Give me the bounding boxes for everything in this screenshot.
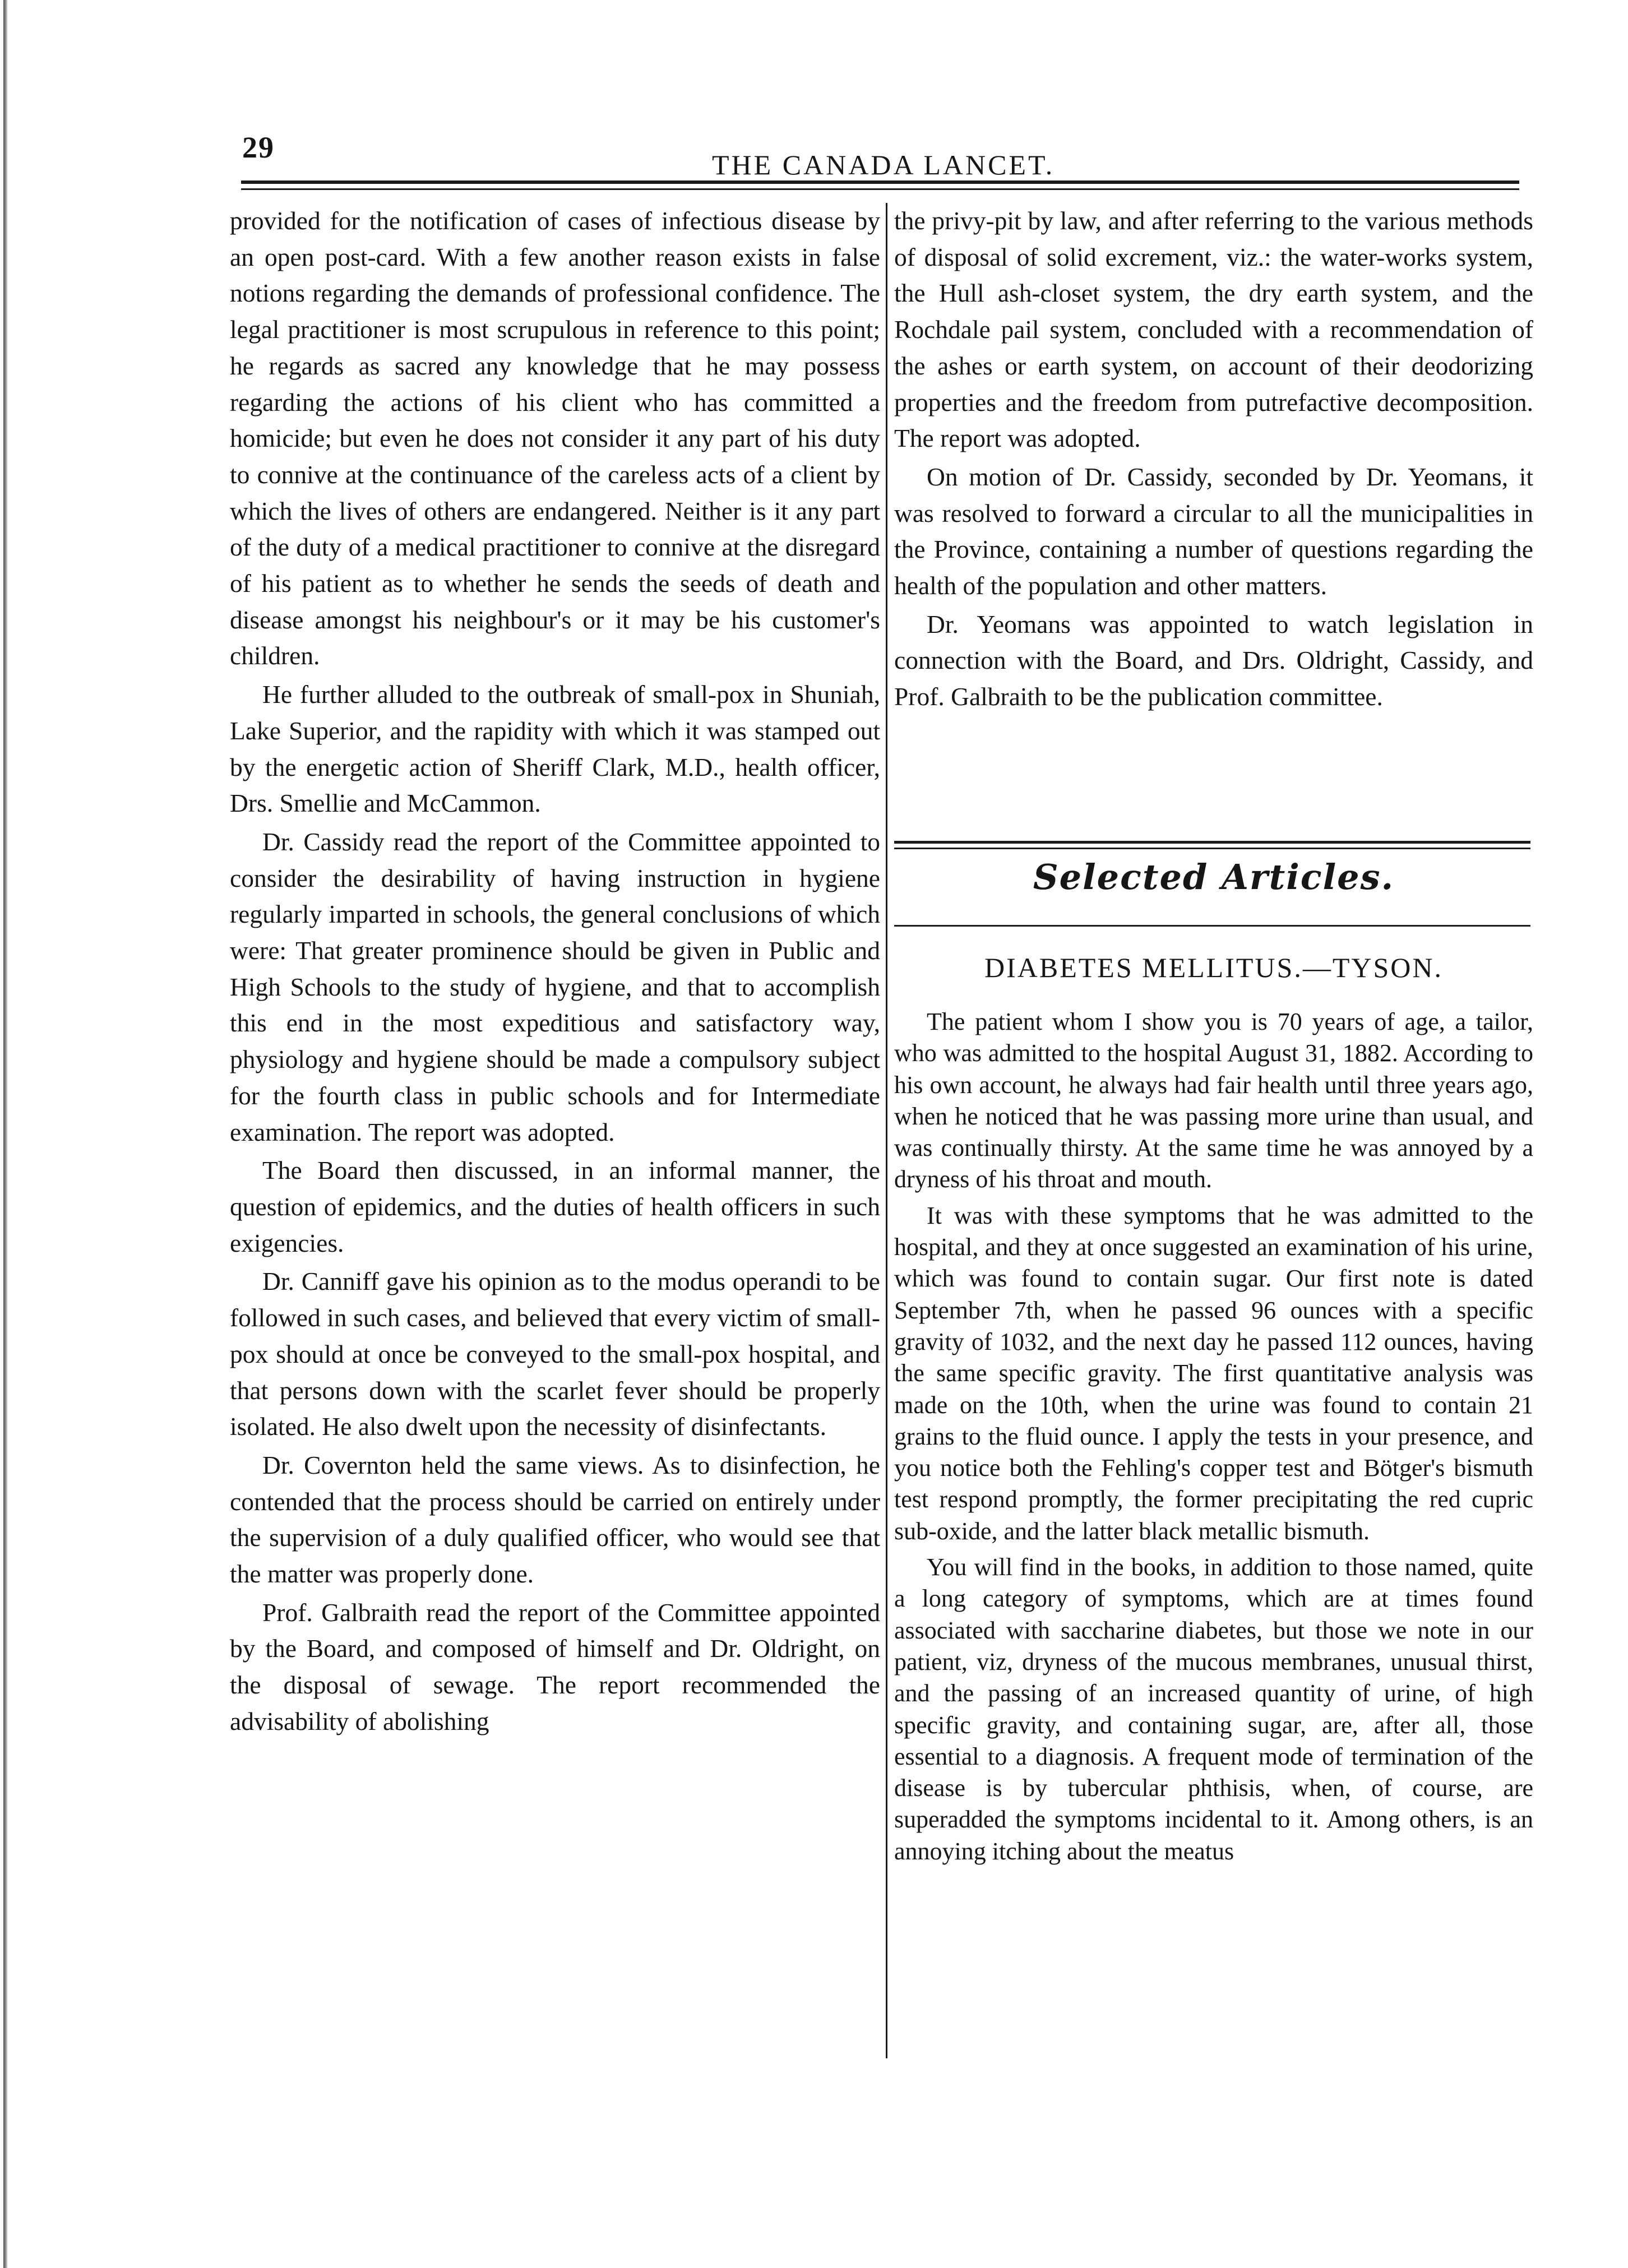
left-paragraph-5: Dr. Canniff gave his opinion as to the modus operandi to be followed in such cases, and believed that every victim of small-pox should at once be conveyed to the small-pox hospital, and that persons down with the scarlet fever should be properly isolated. He also dwelt upon the necessity of disinfectants. [230, 1267, 880, 1441]
right-column-top [894, 203, 1533, 715]
header-rule-top [241, 180, 1519, 184]
header-rule-bottom [241, 188, 1519, 190]
article-paragraph-3: You will find in the books, in addition to those named, quite a long category of symptoms, which are at times found associated with saccharine diabetes, but those we note in our patient, viz, dryness of the mucous membranes, unusual thirst, and the passing of an increased quantity of urine, of high specific gravity, and containing sugar, are, after all, those essential to a diagnosis. A frequent mode of termination of the disease is by tubercular phthisis, when, of course, are superadded the symptoms incidental to it. Among others, is an annoying itching about the meatus [894, 1553, 1533, 1865]
page-edge-shadow [3, 0, 8, 2268]
section-rule-bottom [894, 925, 1530, 927]
section-heading: Selected Articles. [1033, 857, 1395, 897]
journal-title: THE CANADA LANCET. [712, 149, 1055, 180]
section-rule-top [894, 841, 1530, 844]
left-paragraph-7: Prof. Galbraith read the report of the Committee appointed by the Board, and composed of himself and Dr. Oldright, on the disposal of sewage. The report recommended the advisability of abolishing [230, 1598, 880, 1735]
section-rule-top-thin [894, 848, 1530, 849]
page-number: 29 [242, 131, 275, 164]
left-paragraph-1: provided for the notification of cases of infectious disease by an open post-card. With a few another reason exists in false notions regarding the demands of professional confidence. The legal practitioner is most scrupulous in reference to this point; he regards as sacred any knowledge that he may possess regarding the actions of his client who has committed a homicide; but even he does not consider it any part of his duty to connive at the continuance of the careless acts of a client by which the lives of others are endangered. Neither is it any part of the duty of a medical practitioner to connive at the disregard of his patient as to whether he sends the seeds of death and disease amongst his neighbour's or it may be his customer's children. [230, 206, 880, 670]
article-title: DIABETES MELLITUS.—TYSON. [984, 952, 1444, 983]
column-divider [886, 203, 887, 2058]
article-paragraph-2: It was with these symptoms that he was admitted to the hospital, and they at once suggested an examination of his urine, which was found to contain sugar. Our first note is dated September 7th, when he passed 96 ounces with a specific gravity of 1032, and the next day he passed 112 ounces, having the same specific gravity. The first quantitative analysis was made on the 10th, when the urine was found to contain 21 grains to the fluid ounce. I apply the tests in your presence, and you notice both the Fehling's copper test and Bötger's bismuth test respond promptly, the former precipitating the red cupric sub-oxide, and the latter black metallic bismuth. [894, 1201, 1533, 1545]
right-paragraph-1: the privy-pit by law, and after referring to the various methods of disposal of solid excrement, viz.: the water-works system, the Hull ash-closet system, the dry earth system, and the Rochdale pail system, concluded with a recommendation of the ashes or earth system, on account of their deodorizing properties and the freedom from putrefactive decomposition. The report was adopted. [894, 206, 1533, 453]
left-column [230, 203, 880, 1740]
right-paragraph-3: Dr. Yeomans was appointed to watch legislation in connection with the Board, and Drs. Oldright, Cassidy, and Prof. Galbraith to be the publication committee. [894, 609, 1533, 711]
article-paragraph-1: The patient whom I show you is 70 years of age, a tailor, who was admitted to the hospital August 31, 1882. According to his own account, he always had fair health until three years ago, when he noticed that he was passing more urine than usual, and was continually thirsty. At the same time he was annoyed by a dryness of his throat and mouth. [894, 1008, 1533, 1193]
left-paragraph-3: Dr. Cassidy read the report of the Committee appointed to consider the desirability of having instruction in hygiene regularly imparted in schools, the general conclusions of which were: That greater prominence should be given in Public and High Schools to the study of hygiene, and that to accomplish this end in the most expeditious and satisfactory way, physiology and hygiene should be made a compulsory subject for the fourth class in public schools and for Intermediate examination. The report was adopted. [230, 827, 880, 1146]
left-paragraph-6: Dr. Covernton held the same views. As to disinfection, he contended that the process should be carried on entirely under the supervision of a duly qualified officer, who would see that the matter was properly done. [230, 1450, 880, 1589]
article-body [894, 1006, 1533, 1867]
left-paragraph-2: He further alluded to the outbreak of small-pox in Shuniah, Lake Superior, and the rapidity with which it was stamped out by the energetic action of Sheriff Clark, M.D., health officer, Drs. Smellie and McCammon. [230, 680, 880, 818]
left-paragraph-4: The Board then discussed, in an informal manner, the question of epidemics, and the duties of health officers in such exigencies. [230, 1156, 880, 1257]
right-paragraph-2: On motion of Dr. Cassidy, seconded by Dr. Yeomans, it was resolved to forward a circular to all the municipalities in the Province, containing a number of questions regarding the health of the population and other matters. [894, 462, 1533, 600]
